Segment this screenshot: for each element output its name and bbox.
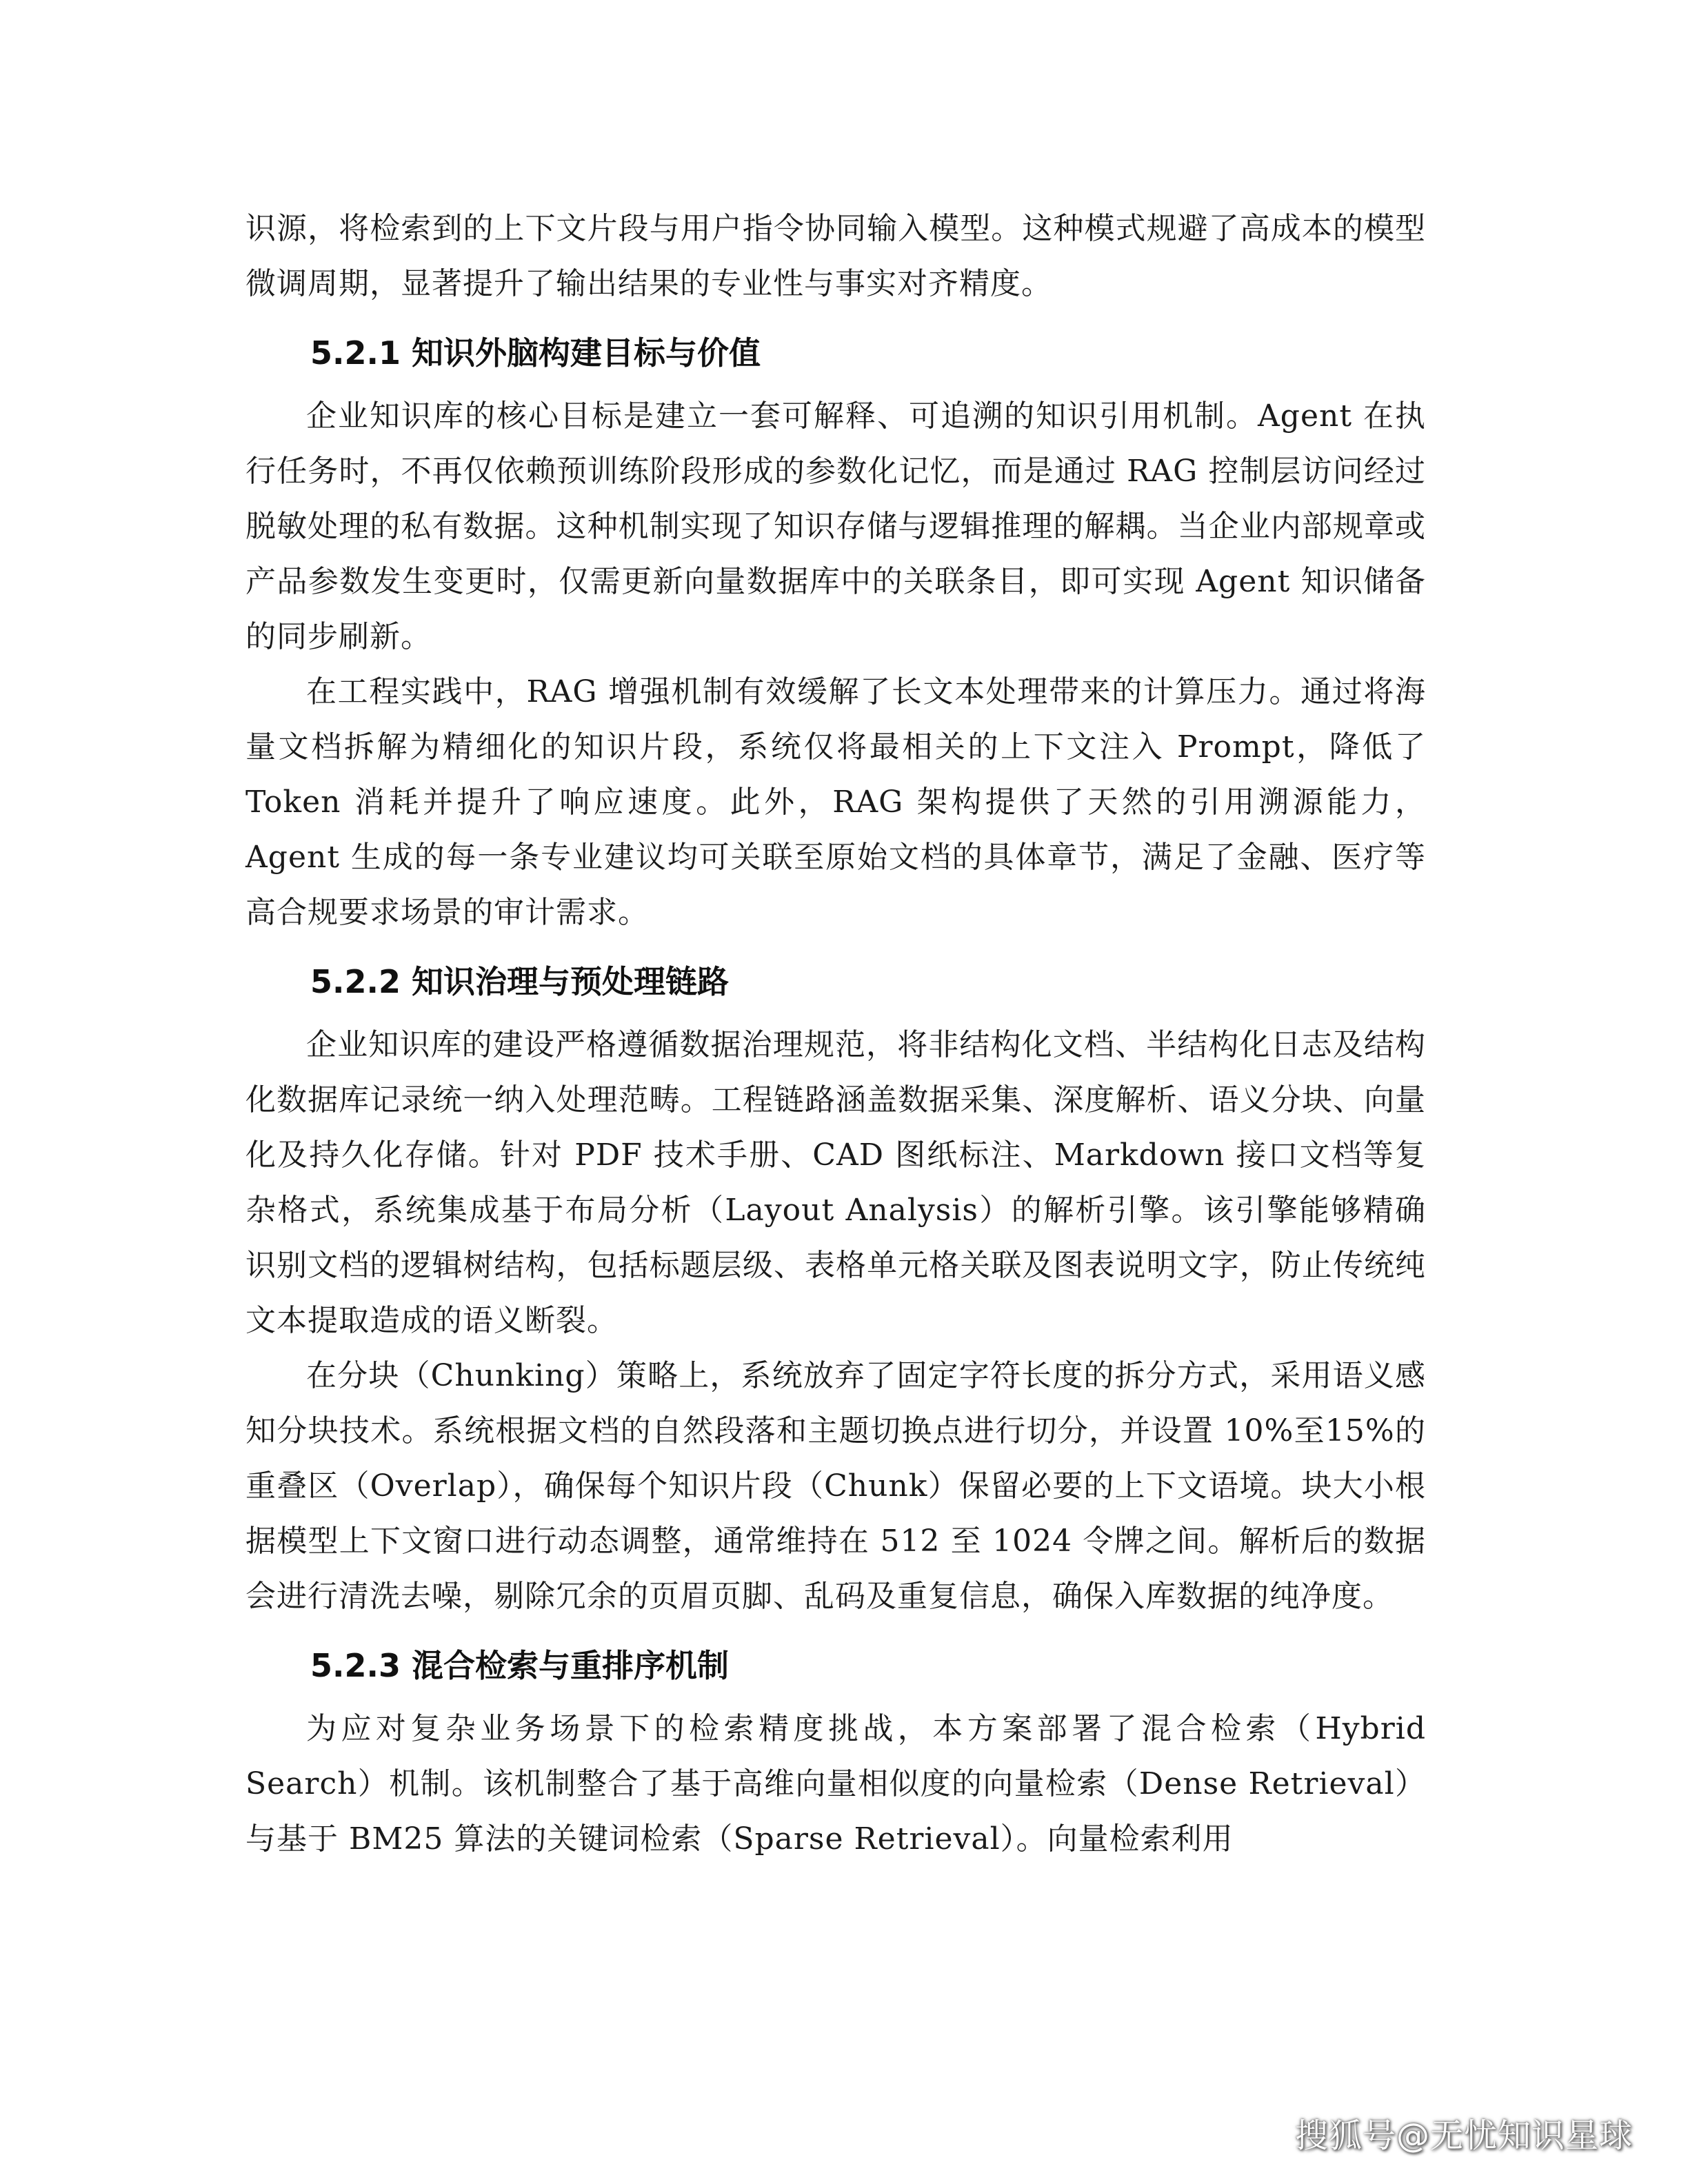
document-page	[245, 201, 1426, 1867]
watermark-text: 搜狐号@无忧知识星球	[1294, 2116, 1633, 2155]
section-5-2-1-paragraph-1: 企业知识库的核心目标是建立一套可解释、可追溯的知识引用机制。Agent 在执行任务时，不再仅依赖预训练阶段形成的参数化记忆，而是通过 RAG 控制层访问经过脱敏处理的私有数据。这种机制实现了知识存储与逻辑推理的解耦。当企业内部规章或产品参数发生变更时，仅需更新向量数据库中的关联条目，即可实现 Agent 知识储备的同步刷新。	[245, 398, 1426, 654]
section-heading-5-2-1: 5.2.1 知识外脑构建目标与价值	[310, 334, 761, 372]
section-heading-5-2-3: 5.2.3 混合检索与重排序机制	[310, 1647, 729, 1684]
section-5-2-1-paragraph-2: 在工程实践中，RAG 增强机制有效缓解了长文本处理带来的计算压力。通过将海量文档拆解为精细化的知识片段，系统仅将最相关的上下文注入 Prompt，降低了 Token 消耗并提升了响应速度。此外，RAG 架构提供了天然的引用溯源能力，Agent 生成的每一条专业建议均可关联至原始文档的具体章节，满足了金融、医疗等高合规要求场景的审计需求。	[245, 674, 1426, 930]
section-5-2-2-paragraph-2: 在分块（Chunking）策略上，系统放弃了固定字符长度的拆分方式，采用语义感知分块技术。系统根据文档的自然段落和主题切换点进行切分，并设置 10%至15%的重叠区（Overlap），确保每个知识片段（Chunk）保留必要的上下文语境。块大小根据模型上下文窗口进行动态调整，通常维持在 512 至 1024 令牌之间。解析后的数据会进行清洗去噪，剔除冗余的页眉页脚、乱码及重复信息，确保入库数据的纯净度。	[245, 1358, 1426, 1614]
section-5-2-3-paragraph-1: 为应对复杂业务场景下的检索精度挑战，本方案部署了混合检索（Hybrid Search）机制。该机制整合了基于高维向量相似度的向量检索（Dense Retrieval）与基于 BM25 算法的关键词检索（Sparse Retrieval）。向量检索利用	[245, 1711, 1426, 1857]
intro-paragraph: 识源，将检索到的上下文片段与用户指令协同输入模型。这种模式规避了高成本的模型微调周期，显著提升了输出结果的专业性与事实对齐精度。	[245, 211, 1426, 301]
section-heading-5-2-2: 5.2.2 知识治理与预处理链路	[310, 963, 729, 1000]
section-5-2-2-paragraph-1: 企业知识库的建设严格遵循数据治理规范，将非结构化文档、半结构化日志及结构化数据库记录统一纳入处理范畴。工程链路涵盖数据采集、深度解析、语义分块、向量化及持久化存储。针对 PDF 技术手册、CAD 图纸标注、Markdown 接口文档等复杂格式，系统集成基于布局分析（Layout Analysis）的解析引擎。该引擎能够精确识别文档的逻辑树结构，包括标题层级、表格单元格关联及图表说明文字，防止传统纯文本提取造成的语义断裂。	[245, 1027, 1426, 1338]
